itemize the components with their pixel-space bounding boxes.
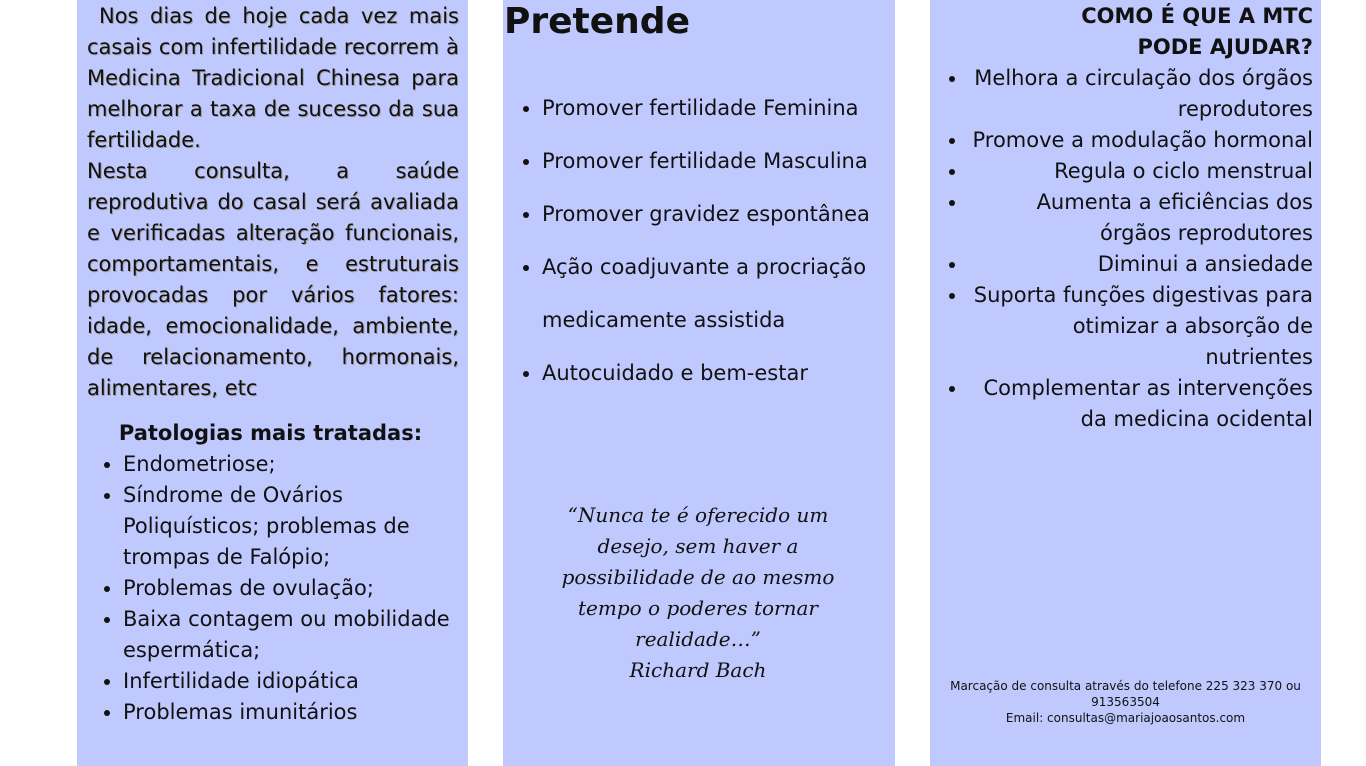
patologias-list	[77, 449, 459, 728]
list-item: • Complementar as intervenções da medicina ocidental	[968, 373, 1313, 435]
list-item: • Ação coadjuvante a procriação medicamente assistida	[542, 241, 893, 347]
list-item: • Promove a modulação hormonal	[968, 125, 1313, 156]
list-item: • Regula o ciclo menstrual	[968, 156, 1313, 187]
list-item: • Infertilidade idiopática	[123, 666, 459, 697]
intro-paragraph-2: Nesta consulta, a saúde reprodutiva do casal será avaliada e verificadas alteração funcionais, comportamentais, e estruturais provocadas por vários fatores: idade, emocionalidade, ambiente, de relacionamento, hormonais, alimentares, etc	[87, 159, 459, 400]
list-item: • Promover fertilidade Feminina	[542, 82, 893, 135]
left-panel	[77, 0, 468, 766]
benefits-list	[930, 63, 1313, 435]
patologias-heading: Patologias mais tratadas:	[118, 421, 423, 445]
list-item: • Melhora a circulação dos órgãos reprodutores	[968, 63, 1313, 125]
contact-info	[940, 678, 1311, 726]
quote-author: Richard Bach	[629, 658, 767, 682]
list-item: • Promover gravidez espontânea	[542, 188, 893, 241]
pretende-heading: Pretende	[504, 1, 690, 42]
list-item: • Baixa contagem ou mobilidade espermática;	[123, 604, 459, 666]
right-panel	[930, 0, 1321, 766]
contact-phone: Marcação de consulta através do telefone 225 323 370 ou 913563504	[950, 679, 1301, 709]
list-item: • Promover fertilidade Masculina	[542, 135, 893, 188]
contact-email: Email: consultas@mariajoaosantos.com	[1005, 711, 1246, 725]
list-item: • Autocuidado e bem-estar	[542, 347, 893, 400]
quote	[533, 500, 863, 686]
list-item: • Síndrome de Ovários Poliquísticos; problemas de trompas de Falópio;	[123, 480, 459, 573]
mtc-heading: COMO É QUE A MTC PODE AJUDAR?	[1081, 4, 1313, 59]
list-item: • Problemas de ovulação;	[123, 573, 459, 604]
intro-text	[87, 1, 459, 404]
list-item: • Aumenta a eficiências dos órgãos reprodutores	[968, 187, 1313, 249]
list-item: • Endometriose;	[123, 449, 459, 480]
middle-panel	[503, 0, 895, 766]
list-item: • Suporta funções digestivas para otimizar a absorção de nutrientes	[968, 280, 1313, 373]
list-item: • Problemas imunitários	[123, 697, 459, 728]
quote-text: “Nunca te é oferecido um desejo, sem haver a possibilidade de ao mesmo tempo o poderes tornar realidade…”	[561, 503, 841, 651]
intro-paragraph-1: Nos dias de hoje cada vez mais casais com infertilidade recorrem à Medicina Tradicional Chinesa para melhorar a taxa de sucesso da sua fertilidade.	[87, 4, 459, 152]
goals-list	[503, 82, 893, 400]
list-item: • Diminui a ansiedade	[968, 249, 1313, 280]
